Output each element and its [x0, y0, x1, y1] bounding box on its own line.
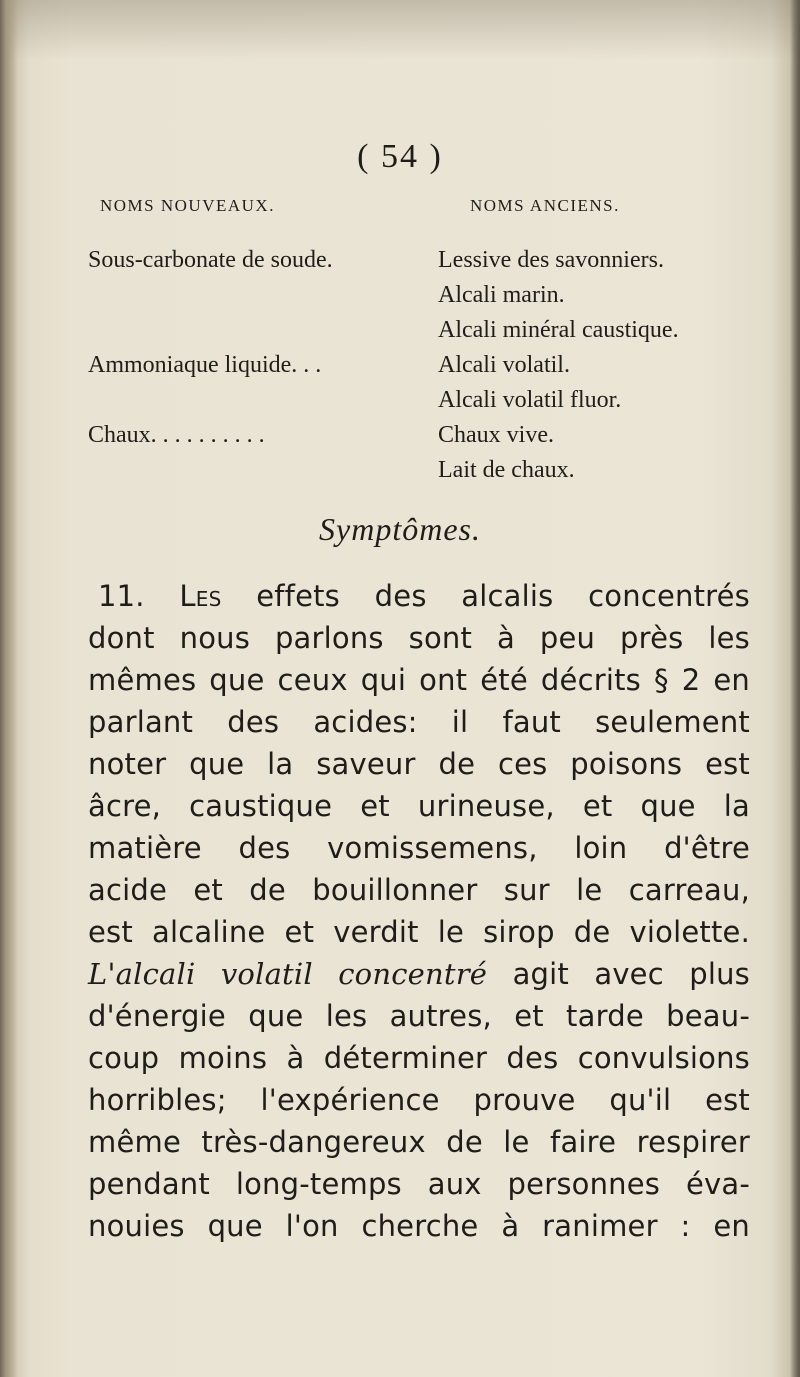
names-table — [88, 243, 768, 488]
paragraph-line: d'énergie que les autres, et tarde beau- — [88, 999, 750, 1033]
table-row — [88, 348, 768, 383]
paragraph-number: 11. — [98, 579, 145, 613]
page-number: ( 54 ) — [357, 138, 443, 175]
new-name-cell — [88, 453, 438, 488]
paragraph-line — [88, 953, 750, 995]
paragraph-line: parlant des acides: il faut seulement — [88, 705, 750, 739]
paragraph-line: âcre, caustique et urineuse, et que la — [88, 789, 750, 823]
paragraph-line: nouies que l'on cherche à ranimer : en — [88, 1209, 750, 1243]
column-header-new-names: NOMS NOUVEAUX. — [100, 196, 275, 215]
table-row — [88, 313, 768, 348]
paragraph-line: mêmes que ceux qui ont été décrits § 2 en — [88, 663, 750, 697]
paragraph-line: pendant long-temps aux personnes éva- — [88, 1167, 750, 1201]
paragraph-11 — [88, 575, 750, 1247]
old-name-cell: Alcali marin. — [438, 282, 565, 308]
paragraph-line-text: agit avec plus — [512, 957, 750, 991]
table-row — [88, 278, 768, 313]
paragraph-line: horribles; l'expérience prouve qu'il est — [88, 1083, 750, 1117]
old-name-cell: Lait de chaux. — [438, 457, 575, 483]
old-name-cell: Chaux vive. — [438, 422, 554, 448]
old-name-cell: Alcali volatil fluor. — [438, 387, 622, 413]
page-right-edge — [790, 0, 800, 1377]
paragraph-line — [88, 575, 750, 617]
paragraph-line: acide et de bouillonner sur le carreau, — [88, 873, 750, 907]
page-left-edge — [0, 0, 18, 1377]
new-name-cell — [88, 313, 438, 348]
column-header-old-names: NOMS ANCIENS. — [470, 196, 620, 215]
italic-phrase: L'alcali volatil concentré — [88, 957, 488, 991]
new-name-cell — [88, 278, 438, 313]
paragraph-line: coup moins à déterminer des convulsions — [88, 1041, 750, 1075]
paragraph-line: est alcaline et verdit le sirop de violette. — [88, 915, 750, 949]
old-name-cell: Lessive des savonniers. — [438, 247, 664, 273]
paragraph-line: matière des vomissemens, loin d'être — [88, 831, 750, 865]
table-row — [88, 418, 768, 453]
table-row — [88, 453, 768, 488]
new-name-cell: Ammoniaque liquide. . . — [88, 352, 322, 378]
paragraph-line: noter que la saveur de ces poisons est — [88, 747, 750, 781]
paragraph-line-text: effets des alcalis concentrés — [256, 579, 750, 613]
new-name-cell: Sous-carbonate de soude. — [88, 247, 333, 273]
paragraph-lead-word: Les — [179, 579, 222, 613]
table-row — [88, 383, 768, 418]
section-title: Symptômes. — [319, 511, 481, 547]
old-name-cell: Alcali volatil. — [438, 352, 570, 378]
new-name-cell: Chaux. . . . . . . . . . — [88, 422, 265, 448]
paragraph-line: même très-dangereux de le faire respirer — [88, 1125, 750, 1159]
table-row — [88, 243, 768, 278]
old-name-cell: Alcali minéral caustique. — [438, 317, 679, 343]
paragraph-line: dont nous parlons sont à peu près les — [88, 621, 750, 655]
new-name-cell — [88, 383, 438, 418]
page-top-shadow — [0, 0, 800, 60]
